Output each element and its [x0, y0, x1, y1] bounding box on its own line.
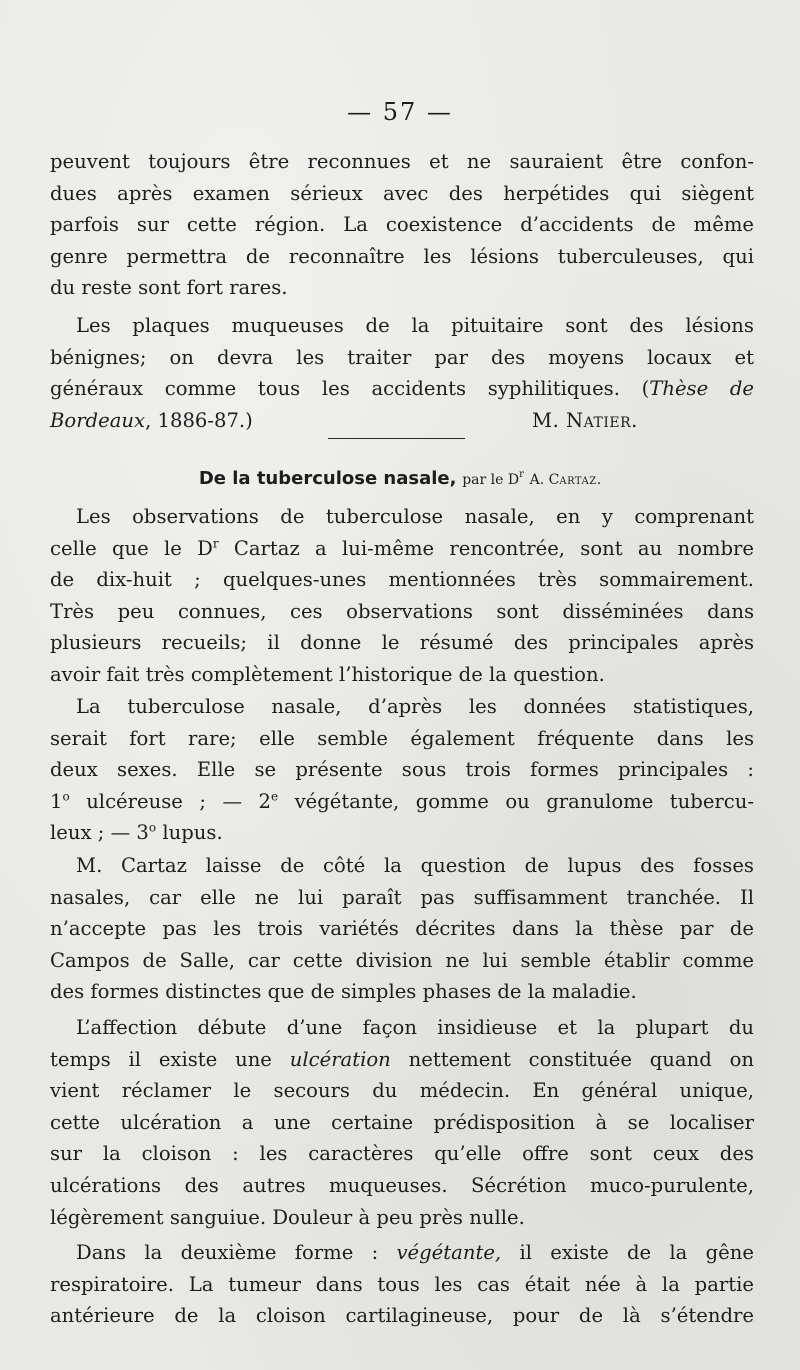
text-segment: généraux comme tous les accidents syphilitiques. (	[50, 377, 650, 401]
heading-sup: r	[519, 469, 524, 480]
paragraph-frequency	[50, 691, 754, 849]
citation	[50, 405, 253, 437]
text-line: légèrement sanguiue. Douleur à peu près nulle.	[50, 1205, 525, 1229]
superscript: e	[271, 789, 279, 804]
text-segment: Cartaz a lui-même rencontrée, sont au nombre	[218, 536, 754, 560]
signature-name: atier	[583, 408, 632, 432]
italic-text: Bordeaux	[50, 408, 146, 432]
text-line: L’affection débute d’une façon insidieuse et la plupart du	[76, 1016, 754, 1039]
text-segment: végétante, gomme ou granulome tubercu-	[278, 789, 754, 813]
text-line	[50, 533, 754, 565]
superscript: o	[62, 789, 70, 804]
text-line	[50, 786, 754, 818]
superscript: o	[148, 820, 157, 835]
heading-author-name: artaz	[559, 472, 597, 488]
text-segment: lupus.	[156, 821, 223, 845]
text-line: dues après examen sérieux avec des herpétides qui siègent	[50, 181, 754, 205]
page-number: — 57 —	[347, 98, 453, 126]
text-segment: Dans la deuxième forme :	[76, 1241, 397, 1264]
signature-end: .	[631, 408, 638, 432]
text-line: deux sexes. Elle se présente sous trois formes principales :	[50, 758, 754, 782]
text-segment: il existe de la gêne	[501, 1241, 754, 1264]
text-line: n’accepte pas les trois variétés décrites dans la thèse par de	[50, 917, 754, 941]
text-segment: , 1886-87.)	[145, 408, 253, 432]
text-line: genre permettra de reconnaître les lésions tuberculeuses, qui	[50, 244, 754, 268]
text-line: Très peu connues, ces observations sont disséminées dans	[50, 599, 754, 623]
section-divider	[328, 438, 465, 439]
text-line: bénignes; on devra les traiter par des moyens locaux et	[50, 345, 754, 369]
italic-text: végétante,	[396, 1241, 502, 1264]
paragraph-cartaz-lupus	[50, 850, 754, 1008]
text-line: M. Cartaz laisse de côté la question de lupus des fosses	[76, 854, 754, 877]
paragraph-continuation	[50, 146, 754, 304]
text-line	[50, 1237, 754, 1269]
signature-initial: M. N	[532, 408, 584, 432]
italic-text: Thèse de	[649, 377, 754, 401]
text-line	[50, 373, 754, 405]
text-line: La tuberculose nasale, d’après les données statistiques,	[76, 695, 754, 718]
text-segment: celle que le D	[50, 536, 213, 560]
text-line: plusieurs recueils; il donne le résumé des principales après	[50, 631, 754, 655]
paragraph-vegetante	[50, 1237, 754, 1332]
signature-line	[50, 405, 754, 437]
text-line	[50, 1044, 754, 1076]
paragraph-plaques-muqueuses	[50, 310, 754, 436]
text-segment: temps il existe une	[50, 1047, 290, 1071]
text-line: ulcérations des autres muqueuses. Sécrétion muco-purulente,	[50, 1173, 754, 1197]
italic-text: ulcération	[289, 1047, 391, 1071]
text-line: cette ulcération a une certaine prédisposition à se localiser	[50, 1110, 754, 1134]
text-line: antérieure de la cloison cartilagineuse, pour de là s’étendre	[50, 1304, 754, 1328]
heading-author-initial: A. C	[529, 472, 560, 488]
superscript: r	[212, 536, 219, 551]
text-line: avoir fait très complètement l’historique de la question.	[50, 662, 605, 686]
heading-title: De la tuberculose nasale,	[198, 468, 457, 489]
text-line: vient réclamer le secours du médecin. En général unique,	[50, 1079, 754, 1103]
text-segment: ulcéreuse ; — 2	[69, 789, 271, 813]
text-line: parfois sur cette région. La coexistence d’accidents de même	[50, 213, 754, 237]
text-line: respiratoire. La tumeur dans tous les cas était née à la partie	[50, 1272, 754, 1296]
section-heading	[0, 468, 800, 489]
text-segment: nettement constituée quand on	[390, 1047, 754, 1071]
text-line: Les plaques muqueuses de la pituitaire sont des lésions	[76, 314, 754, 337]
text-segment: leux ; — 3	[50, 821, 149, 845]
author-signature	[532, 405, 638, 437]
text-line: Les observations de tuberculose nasale, en y comprenant	[76, 505, 754, 528]
text-line: Campos de Salle, car cette division ne lui semble établir comme	[50, 948, 754, 972]
text-segment: 1	[50, 789, 63, 813]
text-line: serait fort rare; elle semble également fréquente dans les	[50, 726, 754, 750]
text-line: de dix-huit ; quelques-unes mentionnées très sommairement.	[50, 568, 754, 592]
text-line: peuvent toujours être reconnues et ne sauraient être confon-	[50, 150, 754, 173]
text-line: nasales, car elle ne lui paraît pas suffisamment tranchée. Il	[50, 885, 754, 909]
text-line: du reste sont fort rares.	[50, 276, 288, 300]
text-line: des formes distinctes que de simples phases de la maladie.	[50, 980, 637, 1004]
paragraph-affection	[50, 1012, 754, 1233]
text-line: sur la cloison : les caractères qu’elle offre sont ceux des	[50, 1142, 754, 1166]
paragraph-observations	[50, 501, 754, 691]
text-line	[50, 817, 754, 849]
heading-end: .	[596, 472, 602, 488]
heading-par: par le D	[462, 472, 520, 488]
